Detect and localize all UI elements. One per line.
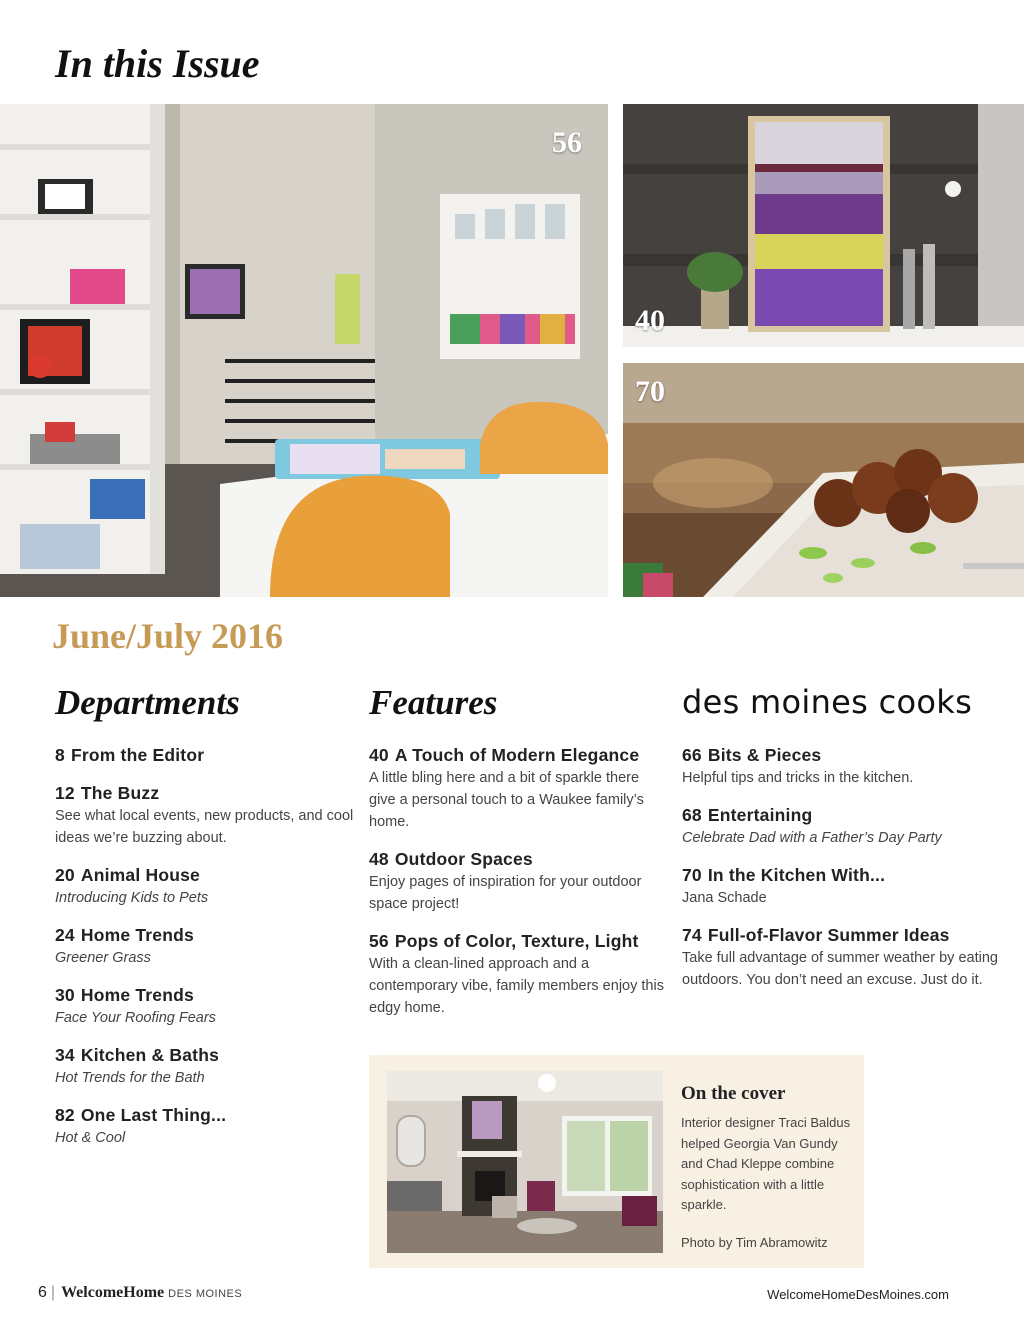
toc-entry[interactable]: [369, 743, 669, 833]
toc-entry-title: [55, 743, 355, 767]
toc-entry[interactable]: [55, 863, 355, 909]
toc-page-number: 30: [55, 985, 75, 1005]
toc-entry-description: Hot Trends for the Bath: [55, 1070, 205, 1086]
cover-photo-living-room: [387, 1071, 663, 1253]
cooks-list: [682, 743, 1002, 991]
toc-entry-label: Bits & Pieces: [707, 745, 822, 765]
departments-list: [55, 743, 355, 1149]
toc-page-number: 66: [682, 745, 702, 765]
toc-page-number: 40: [369, 745, 389, 765]
toc-entry[interactable]: [682, 863, 1002, 909]
toc-entry-label: Animal House: [80, 865, 200, 885]
toc-page-number: 82: [55, 1105, 75, 1125]
toc-page-number: 68: [682, 805, 702, 825]
toc-entry-title: [369, 847, 669, 871]
features-heading: Features: [369, 683, 498, 722]
toc-entry-title: [55, 923, 355, 947]
toc-entry-label: Entertaining: [707, 805, 813, 825]
toc-entry-title: [55, 863, 355, 887]
toc-entry[interactable]: [682, 743, 1002, 789]
cooks-heading: des moines cooks: [682, 683, 973, 721]
toc-page-number: 70: [682, 865, 702, 885]
toc-entry-description: Greener Grass: [55, 950, 151, 966]
toc-entry-label: Full-of-Flavor Summer Ideas: [707, 925, 950, 945]
toc-entry[interactable]: [55, 983, 355, 1029]
toc-entry-label: Home Trends: [80, 925, 194, 945]
toc-entry-label: Outdoor Spaces: [394, 849, 533, 869]
toc-entry-description: Helpful tips and tricks in the kitchen.: [682, 770, 914, 786]
departments-column: [55, 683, 355, 1149]
toc-entry-label: The Buzz: [80, 783, 160, 803]
bottom-right-photo-page-number: 70: [635, 375, 665, 408]
main-photo-craft-room: [0, 104, 608, 597]
toc-entry[interactable]: [55, 743, 355, 767]
toc-entry[interactable]: [55, 1103, 355, 1149]
toc-entry-label: One Last Thing...: [80, 1105, 227, 1125]
toc-page-number: 20: [55, 865, 75, 885]
toc-entry[interactable]: [682, 803, 1002, 849]
toc-entry-label: In the Kitchen With...: [707, 865, 886, 885]
toc-entry-description: With a clean-lined approach and a contemporary vibe, family members enjoy this edgy home.: [369, 956, 664, 1016]
toc-entry-description: A little bling here and a bit of sparkle there give a personal touch to a Waukee family’s home.: [369, 770, 644, 830]
toc-entry[interactable]: [369, 847, 669, 915]
toc-entry-label: From the Editor: [70, 745, 205, 765]
magazine-name: WelcomeHome: [61, 1284, 165, 1301]
toc-entry-title: [682, 803, 1002, 827]
top-right-photo-fireplace: [623, 104, 1024, 347]
toc-entry-description: Enjoy pages of inspiration for your outdoor space project!: [369, 874, 642, 912]
toc-entry-title: [55, 781, 355, 805]
toc-entry-title: [682, 923, 1002, 947]
footer-left: [38, 1284, 242, 1302]
toc-entry-title: [55, 1103, 355, 1127]
toc-entry-description: Introducing Kids to Pets: [55, 890, 209, 906]
toc-page-number: 8: [55, 745, 65, 765]
toc-page-number: 56: [369, 931, 389, 951]
toc-page-number: 34: [55, 1045, 75, 1065]
bottom-right-photo-food: [623, 363, 1024, 597]
toc-entry-label: Home Trends: [80, 985, 194, 1005]
toc-entry-title: [55, 983, 355, 1007]
cover-text: [681, 1083, 856, 1250]
toc-entry[interactable]: [55, 781, 355, 849]
toc-entry-label: Pops of Color, Texture, Light: [394, 931, 639, 951]
toc-entry-description: Jana Schade: [682, 890, 767, 906]
toc-page-number: 12: [55, 783, 75, 803]
toc-entry[interactable]: [682, 923, 1002, 991]
toc-entry-description: Hot & Cool: [55, 1130, 126, 1146]
page-number: 6: [38, 1284, 47, 1301]
cover-description: Interior designer Traci Baldus helped Georgia Van Gundy and Chad Kleppe combine sophistication with a little sparkle.: [681, 1115, 851, 1212]
toc-entry-description: Take full advantage of summer weather by eating outdoors. You don’t need an excuse. Just do it.: [682, 950, 998, 988]
toc-page-number: 48: [369, 849, 389, 869]
toc-entry-description: Celebrate Dad with a Father’s Day Party: [682, 830, 942, 846]
top-right-photo-page-number: 40: [635, 304, 665, 337]
cover-title: On the cover: [681, 1083, 786, 1104]
toc-entry-title: [682, 743, 1002, 767]
toc-entry-label: A Touch of Modern Elegance: [394, 745, 640, 765]
issue-date: June/July 2016: [52, 616, 284, 656]
page-title: In this Issue: [55, 41, 260, 86]
toc-entry-description: Face Your Roofing Fears: [55, 1010, 216, 1026]
main-photo-page-number: 56: [552, 126, 582, 159]
toc-entry-description: See what local events, new products, and cool ideas we’re buzzing about.: [55, 808, 354, 846]
features-column: [369, 683, 669, 1019]
on-the-cover-box: [369, 1055, 864, 1268]
toc-entry-title: [369, 743, 669, 767]
toc-entry[interactable]: [55, 1043, 355, 1089]
toc-page-number: 74: [682, 925, 702, 945]
toc-entry-label: Kitchen & Baths: [80, 1045, 220, 1065]
toc-entry-title: [682, 863, 1002, 887]
toc-entry[interactable]: [369, 929, 669, 1019]
cover-photo-credit: Photo by Tim Abramowitz: [681, 1234, 828, 1250]
magazine-city: DES MOINES: [168, 1288, 243, 1300]
cooks-column: [682, 683, 1002, 991]
toc-entry-title: [55, 1043, 355, 1067]
departments-heading: Departments: [55, 683, 240, 722]
website-link[interactable]: WelcomeHomeDesMoines.com: [767, 1287, 949, 1302]
features-list: [369, 743, 669, 1019]
toc-entry[interactable]: [55, 923, 355, 969]
toc-page-number: 24: [55, 925, 75, 945]
footer-separator: |: [50, 1284, 56, 1301]
toc-entry-title: [369, 929, 669, 953]
